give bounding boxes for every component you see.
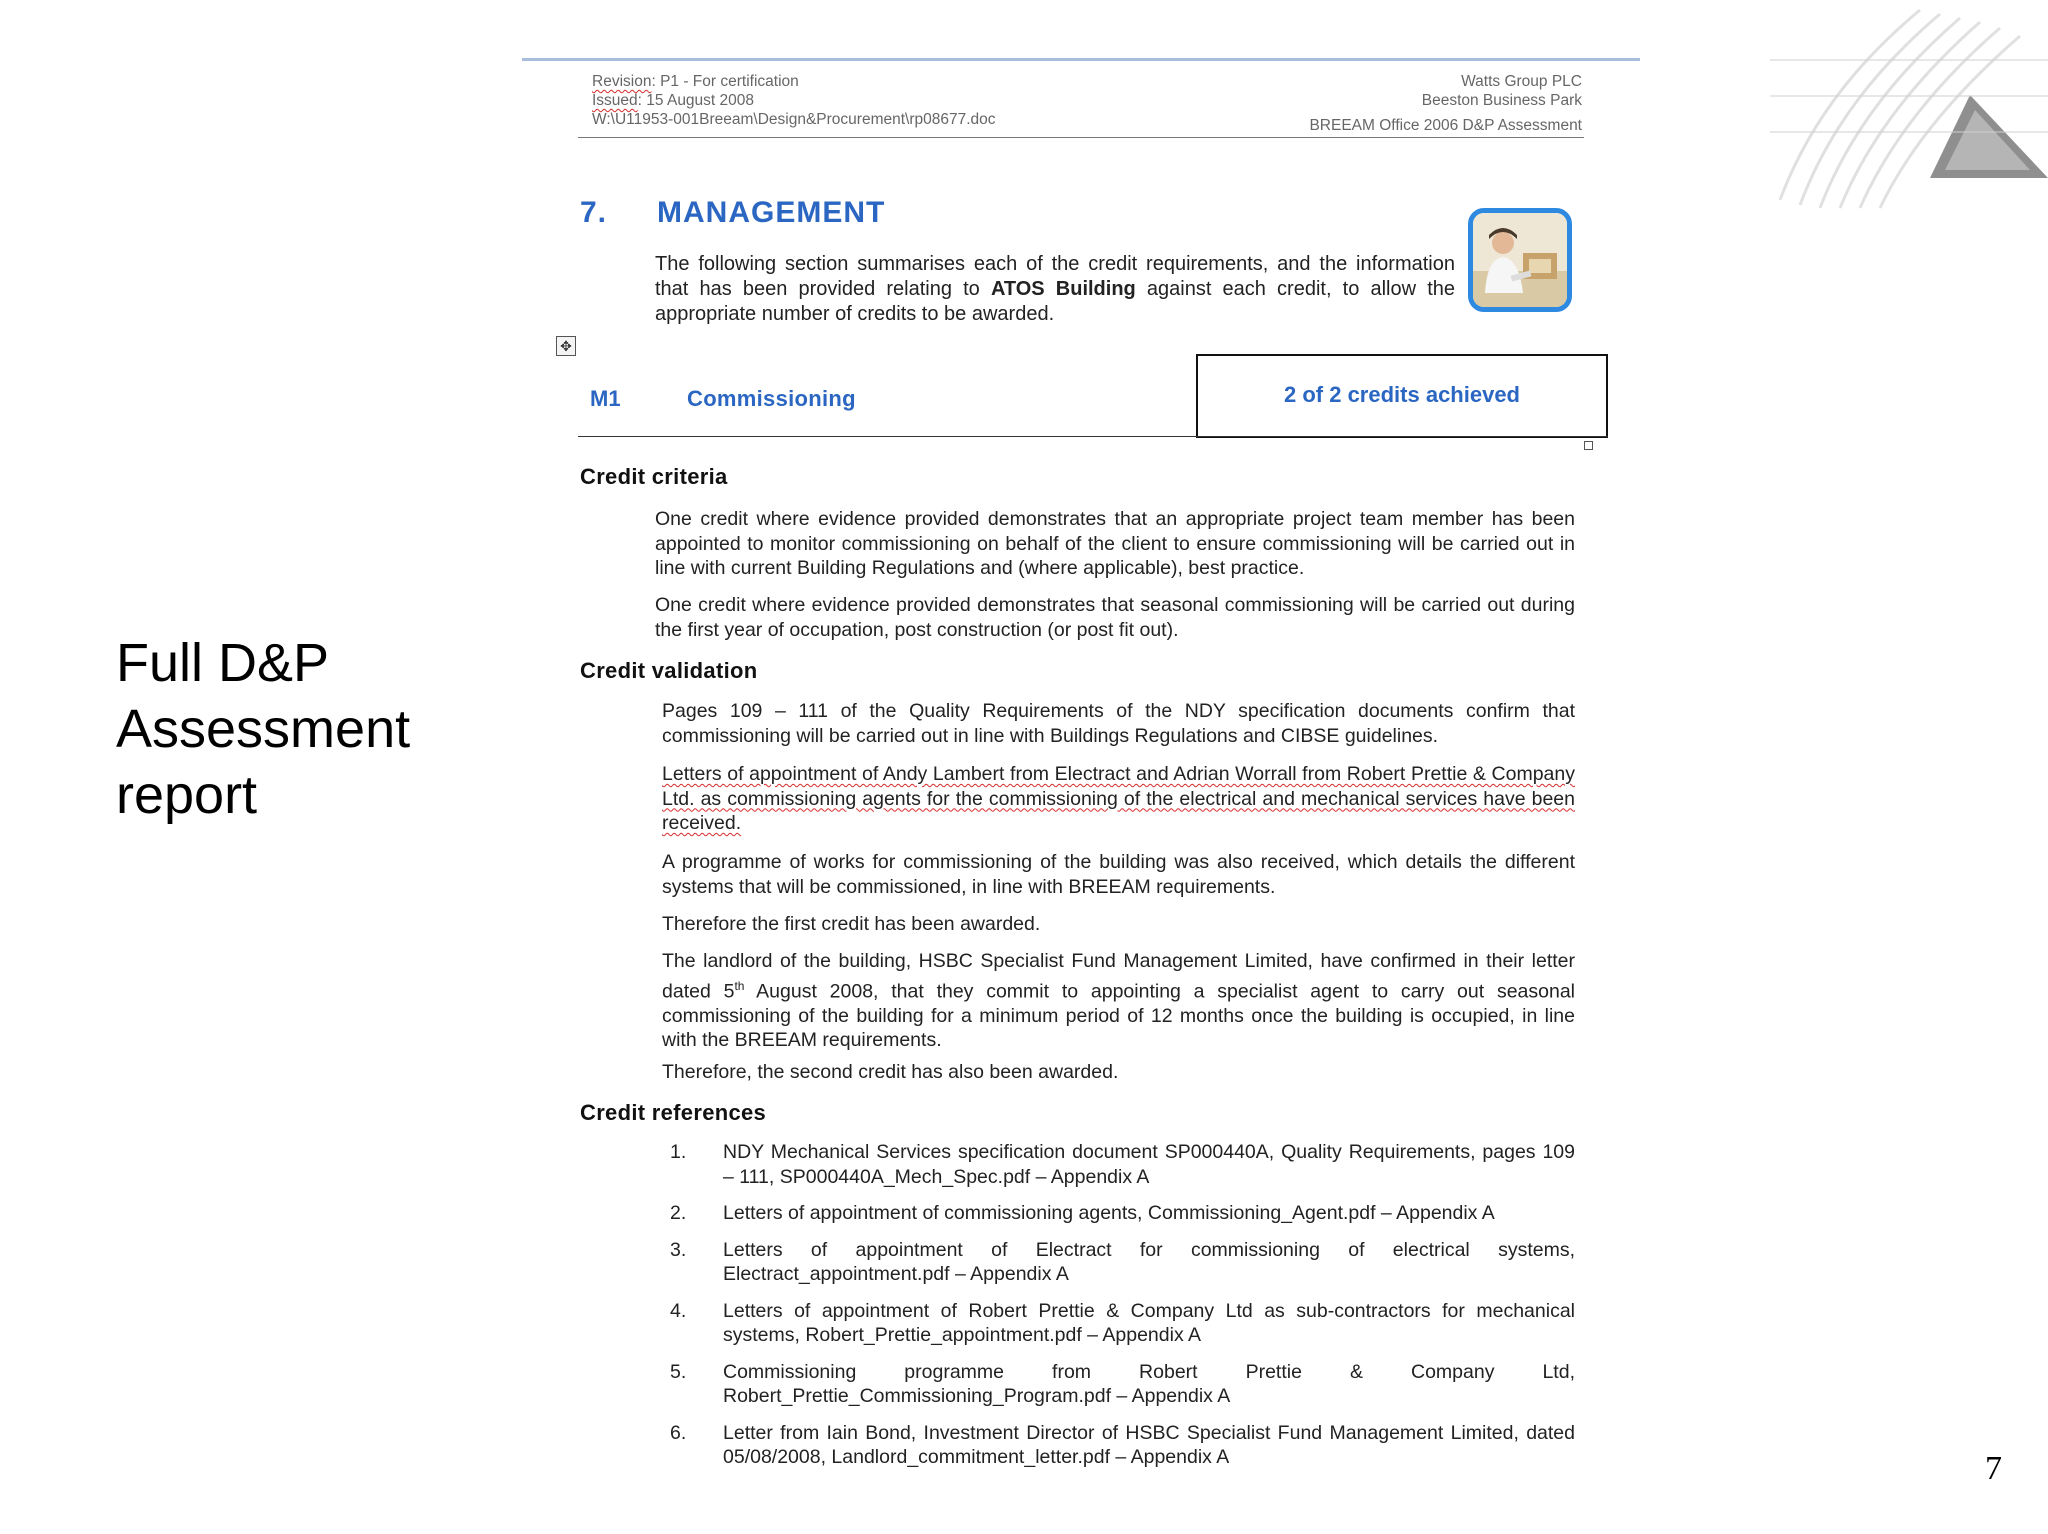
validation-p5-sup: th (734, 978, 745, 993)
header-revision-value: : P1 - For certification (651, 73, 799, 90)
reference-item (670, 1238, 1575, 1287)
reference-item (670, 1201, 1575, 1226)
credit-code: M1 (590, 386, 621, 411)
reference-text: NDY Mechanical Services specification document SP000440A, Quality Requirements, pages 109 – 111, SP000440A_Mech_Spec.pdf – Appendix A (723, 1141, 1575, 1188)
reference-item (670, 1421, 1575, 1470)
header-file-path: W:\U11953-001Breeam\Design&Procurement\rp08677.doc (592, 111, 996, 128)
document-top-rule (522, 58, 1640, 61)
header-rule (578, 137, 1584, 138)
header-assessment: BREEAM Office 2006 D&P Assessment (1309, 117, 1582, 134)
criteria-paragraph-2: One credit where evidence provided demonstrates that seasonal commissioning will be carried out during the first year of occupation, post construction (or post fit out). (655, 594, 1575, 641)
validation-p5-end: August 2008, that they commit to appointing a specialist agent to carry out seasonal commissioning of the building for a minimum period of 12 months once the building is occupied, in line with the BREEAM requirements. (662, 980, 1576, 1051)
criteria-paragraph-1: One credit where evidence provided demonstrates that an appropriate project team member has been appointed to monitor commissioning on behalf of the client to ensure commissioning will be carried out in line with current Building Regulations and (where applicable), best practice. (655, 508, 1575, 579)
reference-number: 2. (670, 1202, 687, 1224)
validation-paragraph-2: Letters of appointment of Andy Lambert from Electract and Adrian Worrall from Robert Prettie & Company Ltd. as commissioning agents for the commissioning of the electrical and mechanical services have been received. (662, 763, 1575, 834)
reference-item (670, 1299, 1575, 1348)
intro-building-name: ATOS Building (990, 278, 1136, 300)
validation-p5-start: The landlord of the building, HSBC Specialist Fund Management Limited, have confirmed in their letter dated 5 (662, 950, 1575, 1002)
slide-number: 7 (1985, 1450, 2002, 1487)
office-worker-icon (1468, 208, 1572, 312)
move-handle-icon[interactable]: ✥ (556, 336, 576, 356)
doc-header-right (1309, 72, 1582, 135)
validation-paragraph-5 (662, 949, 1575, 1053)
slide-caption: Full D&P Assessment report (116, 633, 411, 825)
reference-text: Letters of appointment of commissioning agents, Commissioning_Agent.pdf – Appendix A (723, 1202, 1495, 1224)
reference-text: Letters of appointment of Robert Prettie & Company Ltd as sub-contractors for mechanical systems, Robert_Prettie_appointment.pdf – Appendix A (723, 1299, 1575, 1346)
reference-item (670, 1140, 1575, 1189)
reference-text: Commissioning programme from Robert Prettie & Company Ltd, Robert_Prettie_Commissioning_Program.pdf – Appendix A (723, 1360, 1575, 1407)
credits-achieved-box: 2 of 2 credits achieved (1196, 354, 1608, 438)
header-address: Beeston Business Park (1421, 92, 1582, 109)
reference-text: Letters of appointment of Electract for commissioning of electrical systems, Electract_appointment.pdf – Appendix A (723, 1238, 1575, 1285)
section-title: MANAGEMENT (657, 196, 886, 229)
header-issued-value: : 15 August 2008 (637, 92, 755, 109)
reference-number: 5. (670, 1360, 687, 1383)
section-intro (655, 252, 1455, 327)
reference-number: 4. (670, 1299, 687, 1322)
credit-name: Commissioning (687, 386, 856, 411)
validation-paragraph-4: Therefore the first credit has been awarded. (662, 913, 1041, 935)
header-revision-word: Revision (592, 73, 652, 90)
validation-paragraph-1: Pages 109 – 111 of the Quality Requirements of the NDY specification documents confirm that commissioning will be carried out in line with Buildings Regulations and CIBSE guidelines. (662, 700, 1575, 747)
table-resize-handle[interactable] (1584, 441, 1593, 450)
reference-number: 6. (670, 1421, 687, 1444)
header-company: Watts Group PLC (1461, 73, 1582, 90)
section-number: 7. (580, 196, 608, 229)
references-heading: Credit references (580, 1100, 767, 1125)
reference-text: Letter from Iain Bond, Investment Director of HSBC Specialist Fund Management Limited, dated 05/08/2008, Landlord_commitment_letter.pdf – Appendix A (723, 1421, 1575, 1468)
intro-text-start: The following section summarises each of the credit requirements, and the information that has been provided relating to (655, 253, 1455, 300)
reference-number: 1. (670, 1141, 687, 1163)
criteria-heading: Credit criteria (580, 464, 728, 489)
references-list (670, 1140, 1575, 1470)
credit-header-row (578, 354, 1608, 438)
header-issued-word: Issued (592, 92, 638, 109)
abstract-stripes-logo-icon (1770, 0, 2048, 210)
validation-heading: Credit validation (580, 658, 758, 683)
doc-header-left (592, 72, 996, 129)
validation-paragraph-6: Therefore, the second credit has also been awarded. (662, 1061, 1119, 1083)
validation-paragraph-3: A programme of works for commissioning of the building was also received, which details the different systems that will be commissioned, in line with BREEAM requirements. (662, 851, 1575, 898)
intro-text-end: against each credit, to allow the appropriate number of credits to be awarded. (655, 278, 1456, 325)
credit-row-rule (578, 436, 1608, 437)
reference-item (670, 1360, 1575, 1409)
section-heading (580, 196, 885, 230)
document-page (522, 58, 1640, 1534)
reference-number: 3. (670, 1238, 687, 1261)
